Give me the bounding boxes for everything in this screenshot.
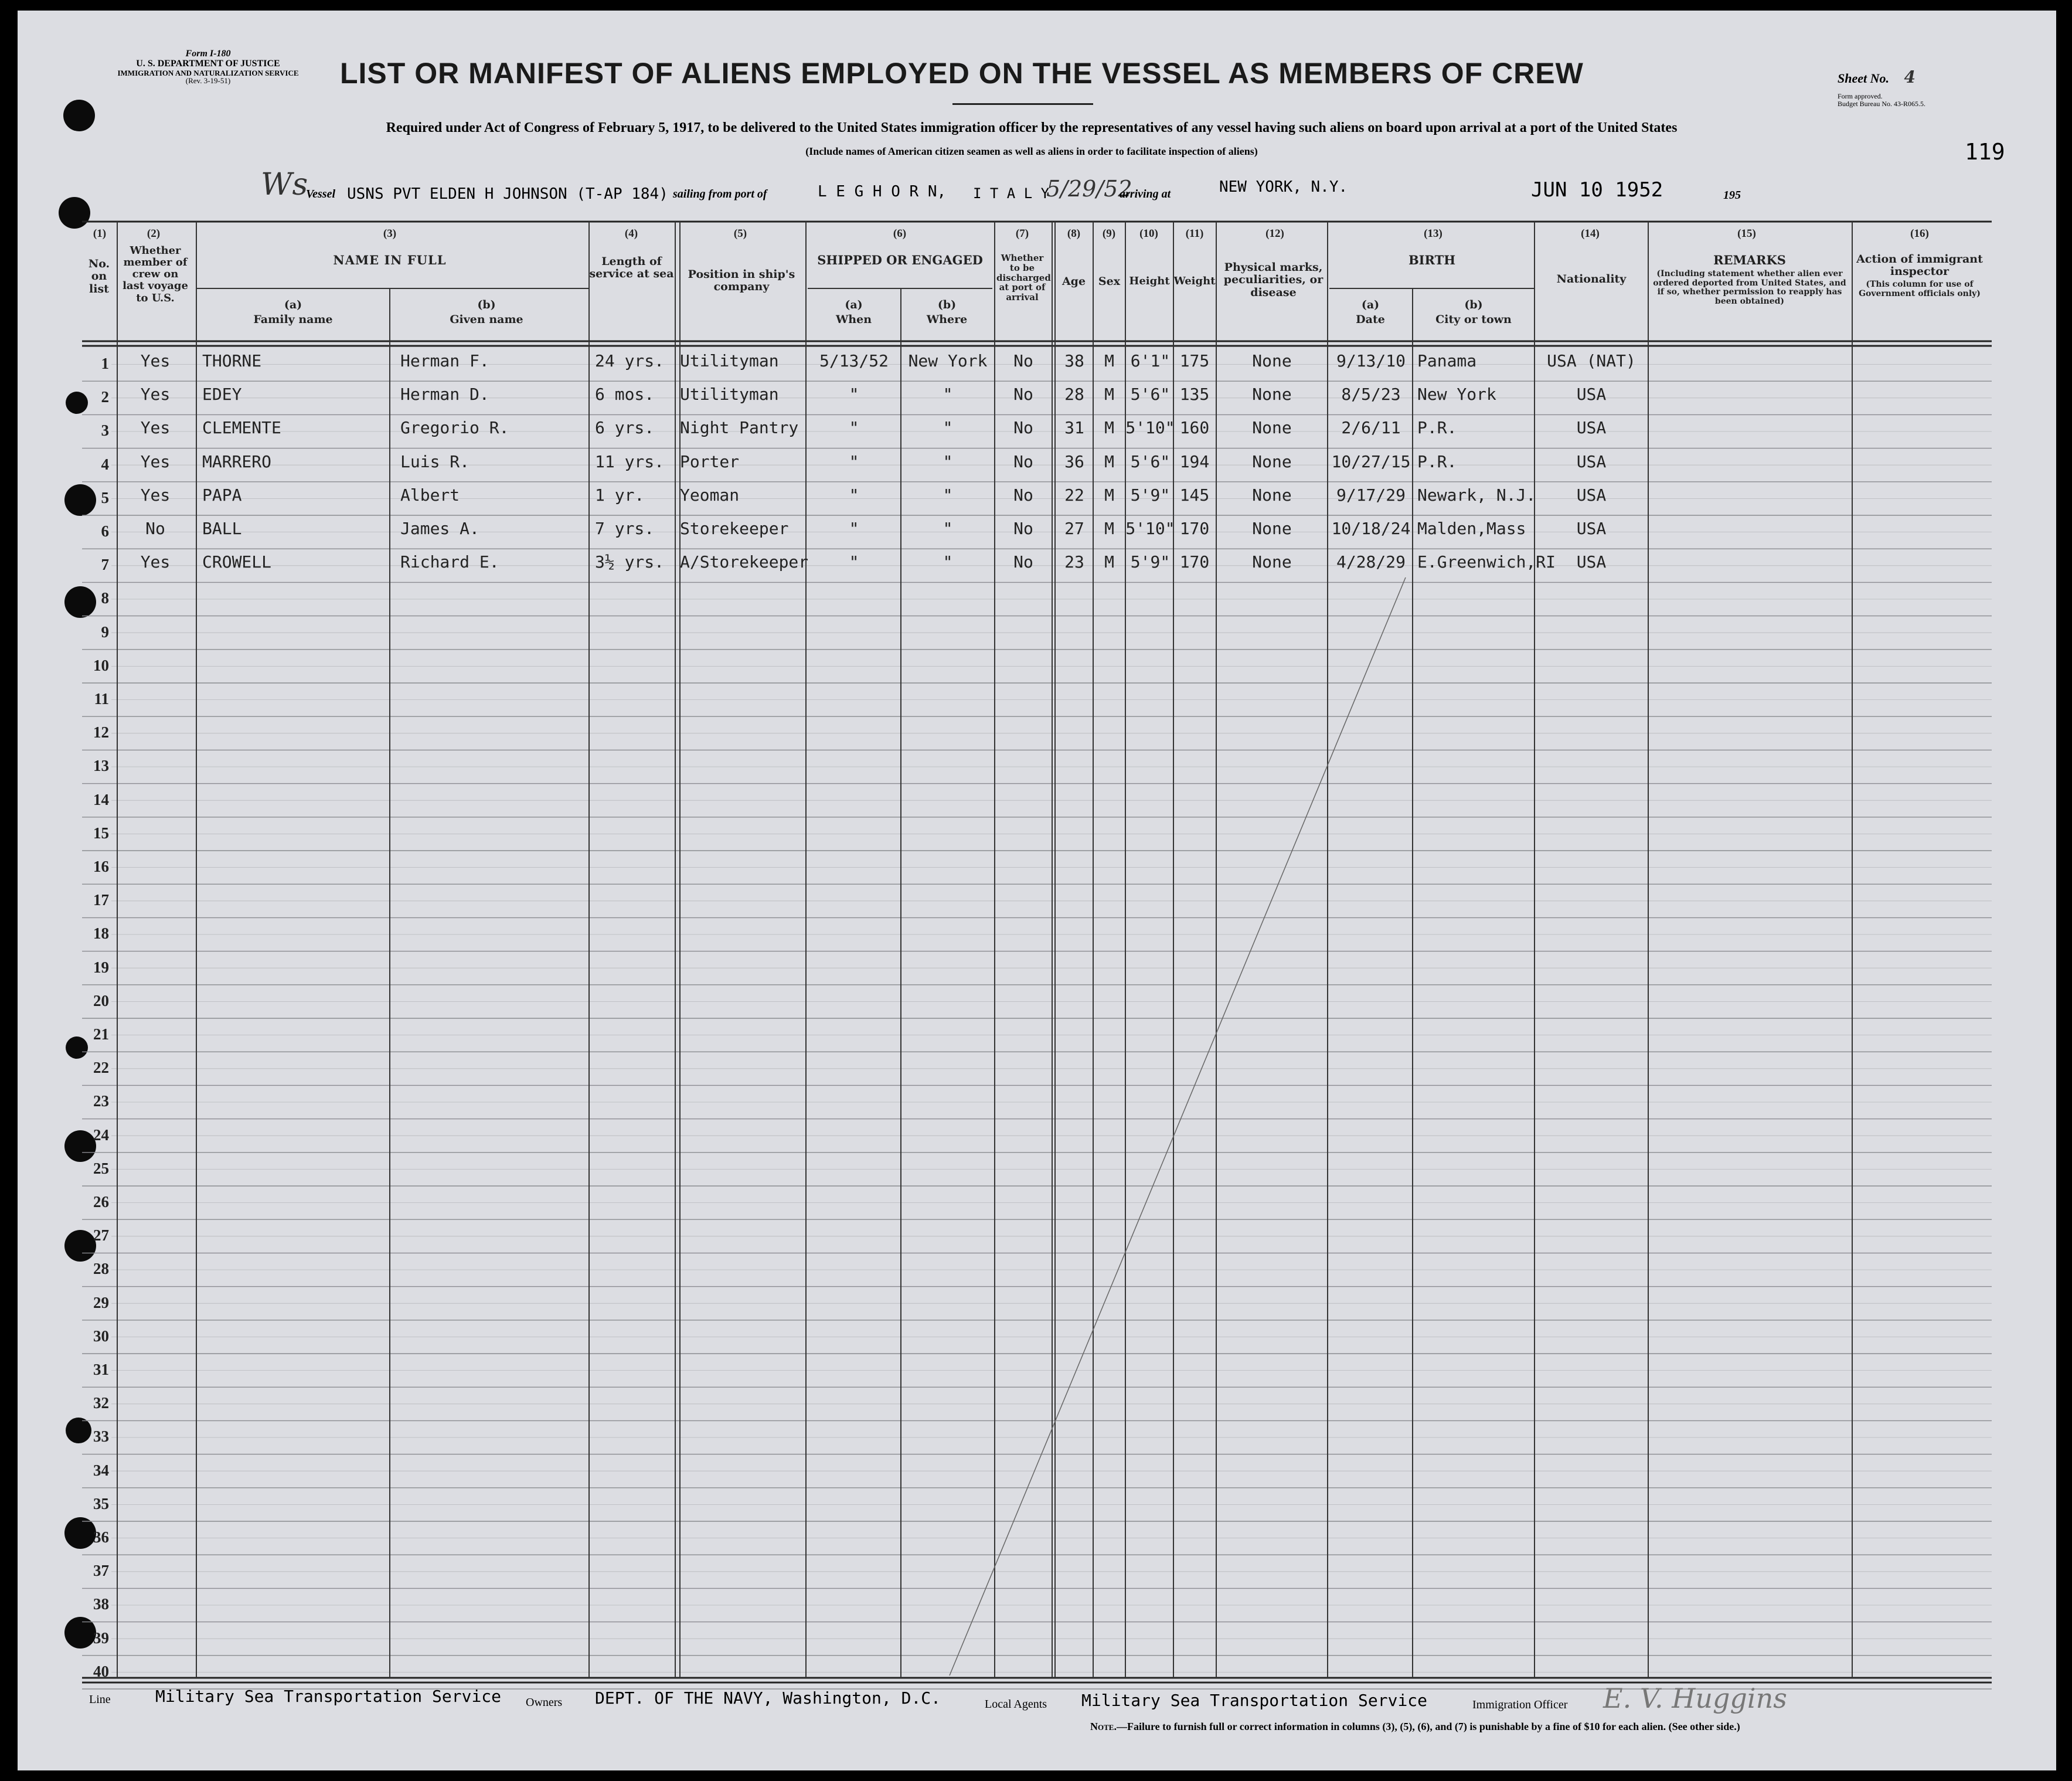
row-cell-family: CLEMENTE [202,418,281,438]
revision: (Rev. 3-19-51) [185,76,231,86]
row-cell-last-voyage: No [145,519,165,538]
row-cell-height: 5'9" [1130,485,1171,505]
row-cell-birth-date: 9/17/29 [1336,485,1406,505]
row-cell-service: 6 mos. [595,385,655,405]
row-cell-discharged: No [1013,552,1033,572]
year-label: 195 [1723,189,1741,202]
row-cell-given: Richard E. [400,552,499,572]
header-name-in-full: NAME IN FULL [333,253,447,267]
sailing-date: 5/29/52 [1046,176,1132,202]
diagonal-cancel-mark [950,577,1406,1675]
row-cell-birth-date: 4/28/29 [1336,552,1406,572]
row-number: 33 [93,1427,109,1446]
header-position: Position in ship's company [688,268,795,294]
header-no-on-list: No. on list [88,257,110,295]
row-cell-where: " [943,552,953,572]
row-cell-marks: None [1252,418,1292,438]
row-cell-nationality: USA [1576,385,1607,405]
row-cell-sex: M [1104,451,1114,471]
service-name: IMMIGRATION AND NATURALIZATION SERVICE [117,68,299,77]
header-shipped-engaged: SHIPPED OR ENGAGED [817,253,983,267]
include-note: (Include names of American citizen seamen as well as aliens in order to facilitate inspection of aliens) [805,145,1258,157]
row-cell-birth-date: 2/6/11 [1341,418,1401,438]
row-cell-where: " [943,451,953,471]
header-weight: Weight [1173,275,1216,287]
row-cell-birth-city: New York [1417,385,1496,405]
row-number: 40 [93,1662,109,1680]
row-cell-position: Utilityman [680,385,779,405]
row-cell-where: " [943,418,953,438]
row-cell-service: 3½ yrs. [595,552,665,572]
row-cell-age: 38 [1064,351,1084,371]
footer-agents-label: Local Agents [985,1698,1047,1711]
row-cell-weight: 145 [1179,485,1210,505]
header-when: When [835,313,872,326]
col-number: (14) [1581,227,1600,240]
header-birth-city-letter: (b) [1464,298,1483,311]
header-birth-date: Date [1356,313,1385,326]
col-number: (6) [893,227,907,240]
row-cell-weight: 135 [1179,385,1210,405]
row-cell-weight: 194 [1179,451,1210,471]
col-number: (3) [383,227,397,240]
row-number: 2 [101,388,109,406]
row-cell-height: 5'6" [1130,385,1171,405]
row-cell-weight: 160 [1179,418,1210,438]
row-cell-birth-city: Malden,Mass [1417,519,1526,538]
sheet-label: Sheet No. [1838,71,1889,86]
footer-owners-value: DEPT. OF THE NAVY, Washington, D.C. [595,1688,941,1708]
row-number: 21 [93,1025,109,1043]
row-cell-last-voyage: Yes [140,552,171,572]
col-number: (5) [733,227,747,240]
col-number: (16) [1910,227,1929,240]
row-cell-family: MARRERO [202,451,272,471]
row-cell-last-voyage: Yes [140,451,171,471]
row-cell-height: 5'10" [1125,519,1175,538]
form-number: Form I-180 [185,49,231,59]
row-number: 8 [101,589,109,607]
row-cell-sex: M [1104,552,1114,572]
row-cell-service: 24 yrs. [595,351,665,371]
row-cell-when: " [849,485,859,505]
row-cell-service: 7 yrs. [595,519,655,538]
row-number: 9 [101,623,109,641]
row-number: 19 [93,958,109,976]
sailing-label: sailing from port of [673,188,767,200]
row-cell-when: " [849,519,859,538]
header-remarks-note: (Including statement whether alien ever ordered deported from United States, and if so, whether permission to reapply has been obtained) [1653,269,1846,307]
row-number: 35 [93,1494,109,1513]
col-number: (1) [93,227,107,240]
row-cell-nationality: USA [1576,485,1607,505]
col-number: (2) [147,227,161,240]
budget-number: Budget Bureau No. 43-R065.5. [1838,100,1925,108]
sailing-port: L E G H O R N, [818,183,947,200]
row-number: 1 [101,355,109,372]
header-inspector-note: (This column for use of Government officials only) [1859,280,1981,298]
row-cell-sex: M [1104,485,1114,505]
row-cell-sex: M [1104,418,1114,438]
row-cell-when: " [849,451,859,471]
row-cell-age: 27 [1064,519,1084,538]
department: U. S. DEPARTMENT OF JUSTICE [136,58,280,69]
row-cell-where: New York [908,351,988,371]
row-cell-given: Gregorio R. [400,418,509,438]
row-number: 23 [93,1092,109,1110]
row-number: 3 [101,422,109,440]
row-cell-given: James A. [400,519,479,538]
row-cell-discharged: No [1013,351,1033,371]
row-cell-birth-date: 10/18/24 [1331,519,1411,538]
header-birth-date-letter: (a) [1361,298,1380,311]
row-cell-height: 5'10" [1125,418,1175,438]
row-cell-age: 23 [1064,552,1084,572]
row-number: 29 [93,1293,109,1311]
row-cell-when: " [849,385,859,405]
row-cell-nationality: USA [1576,552,1607,572]
header-inspector: Action of immigrant inspector [1856,253,1983,278]
row-number: 20 [93,991,109,1010]
row-cell-position: Utilityman [680,351,779,371]
row-cell-discharged: No [1013,485,1033,505]
row-cell-age: 28 [1064,385,1084,405]
row-number: 24 [93,1126,109,1144]
row-number: 16 [93,858,109,875]
sheet-number: 4 [1904,67,1916,87]
row-cell-birth-city: E.Greenwich,RI [1417,552,1556,572]
row-cell-where: " [943,519,953,538]
row-cell-nationality: USA [1576,418,1607,438]
row-cell-where: " [943,485,953,505]
row-cell-position: Yeoman [680,485,740,505]
page-title: LIST OR MANIFEST OF ALIENS EMPLOYED ON THE VESSEL AS MEMBERS OF CREW [340,57,1584,90]
row-number: 25 [93,1159,109,1177]
row-number: 26 [93,1193,109,1211]
row-cell-position: Storekeeper [680,519,789,538]
row-cell-weight: 175 [1179,351,1210,371]
row-cell-last-voyage: Yes [140,418,171,438]
row-cell-nationality: USA [1576,519,1607,538]
row-cell-position: A/Storekeeper [680,552,809,572]
footer-owners-label: Owners [526,1696,563,1709]
header-height: Height [1129,275,1170,287]
row-number: 13 [93,757,109,775]
row-cell-family: EDEY [202,385,242,405]
row-cell-birth-city: P.R. [1417,418,1457,438]
row-number: 39 [93,1629,109,1647]
row-number: 34 [93,1461,109,1479]
row-number: 30 [93,1327,109,1345]
header-last-voyage: Whether member of crew on last voyage to U.S. [123,244,188,304]
row-cell-given: Albert [400,485,460,505]
row-number: 14 [93,790,109,808]
row-number: 4 [101,455,109,473]
row-cell-family: BALL [202,519,242,538]
row-cell-last-voyage: Yes [140,485,171,505]
row-cell-birth-date: 9/13/10 [1336,351,1406,371]
header-nationality: Nationality [1556,273,1627,285]
footer-agents-value: Military Sea Transportation Service [1081,1691,1428,1710]
col-number: (13) [1424,227,1442,240]
row-cell-height: 6'1" [1130,351,1171,371]
row-cell-birth-city: Newark, N.J. [1417,485,1536,505]
row-number: 36 [93,1528,109,1546]
required-statement: Required under Act of Congress of February 5, 1917, to be delivered to the United States immigration officer by the representatives of any vessel having such aliens on board upon arrival at a port of the United States [386,120,1678,135]
form-approved: Form approved. [1838,92,1883,100]
row-cell-discharged: No [1013,418,1033,438]
row-cell-position: Porter [680,451,740,471]
header-family-name: Family name [253,313,333,326]
page-number: 119 [1965,139,2005,165]
header-remarks: REMARKS [1713,253,1786,267]
row-number: 28 [93,1260,109,1278]
row-cell-when: " [849,418,859,438]
header-birth-city: City or town [1435,313,1512,326]
sailing-country: I T A L Y [973,185,1050,202]
row-number: 11 [94,690,109,708]
row-cell-age: 36 [1064,451,1084,471]
row-number: 22 [93,1059,109,1077]
row-cell-last-voyage: Yes [140,351,171,371]
row-number: 12 [93,723,109,742]
vessel-label: Vessel [306,188,335,200]
row-cell-marks: None [1252,485,1292,505]
vessel-name: USNS PVT ELDEN H JOHNSON (T-AP 184) [347,185,668,203]
row-cell-given: Luis R. [400,451,470,471]
row-cell-weight: 170 [1179,552,1210,572]
row-number: 37 [93,1562,109,1580]
footer-officer-label: Immigration Officer [1472,1698,1568,1711]
row-cell-when: 5/13/52 [819,351,889,371]
row-cell-last-voyage: Yes [140,385,171,405]
row-cell-family: THORNE [202,351,262,371]
col-number: (8) [1067,227,1081,240]
row-cell-marks: None [1252,385,1292,405]
officer-signature: E. V. Huggins [1603,1683,1787,1714]
footer-line-label: Line [89,1693,111,1706]
row-cell-service: 11 yrs. [595,451,665,471]
row-cell-when: " [849,552,859,572]
row-cell-height: 5'6" [1130,451,1171,471]
row-number: 32 [93,1394,109,1412]
row-cell-given: Herman F. [400,351,489,371]
ws-mark: Ws [261,167,308,202]
header-family-letter: (a) [284,298,302,311]
arrival-date-stamp: JUN 10 1952 [1531,178,1663,202]
header-discharged: Whether to be discharged at port of arrival [996,253,1051,303]
row-cell-given: Herman D. [400,385,489,405]
header-when-letter: (a) [845,298,863,311]
arriving-port: NEW YORK, N.Y. [1219,178,1348,196]
header-where-letter: (b) [937,298,957,311]
header-given-name: Given name [450,313,523,326]
row-cell-marks: None [1252,519,1292,538]
row-cell-marks: None [1252,451,1292,471]
row-number: 5 [101,488,109,507]
row-cell-sex: M [1104,385,1114,405]
col-number: (12) [1265,227,1284,240]
footer-line-value: Military Sea Transportation Service [155,1687,502,1706]
header-age: Age [1061,275,1086,288]
row-number: 31 [93,1361,109,1378]
row-cell-discharged: No [1013,451,1033,471]
row-cell-nationality: USA (NAT) [1547,351,1636,371]
row-cell-weight: 170 [1179,519,1210,538]
header-physical-marks: Physical marks, peculiarities, or disease [1223,261,1324,299]
col-number: (11) [1185,227,1204,240]
row-cell-family: PAPA [202,485,242,505]
row-cell-position: Night Pantry [680,418,799,438]
row-number: 6 [101,522,109,540]
row-cell-where: " [943,385,953,405]
row-number: 27 [93,1226,109,1245]
row-cell-service: 6 yrs. [595,418,655,438]
header-where: Where [926,313,968,326]
header-given-letter: (b) [477,298,496,311]
col-number: (7) [1015,227,1029,240]
col-number: (4) [624,227,638,240]
row-cell-age: 22 [1064,485,1084,505]
footer-note: —Failure to furnish full or correct information in columns (3), (5), (6), and (7) is punishable by a fine of $10 for each alien. (See other side.) [1116,1721,1740,1732]
row-cell-birth-city: Panama [1417,351,1477,371]
row-number: 38 [93,1595,109,1613]
row-number: 7 [101,556,109,574]
row-number: 17 [93,891,109,909]
row-number: 18 [93,925,109,943]
row-cell-birth-city: P.R. [1417,451,1457,471]
row-cell-discharged: No [1013,385,1033,405]
row-cell-sex: M [1104,519,1114,538]
row-cell-discharged: No [1013,519,1033,538]
row-cell-age: 31 [1064,418,1084,438]
row-cell-sex: M [1104,351,1114,371]
footer-note-label: Note. [1090,1721,1117,1732]
row-cell-birth-date: 10/27/15 [1331,451,1411,471]
row-cell-height: 5'9" [1130,552,1171,572]
row-cell-birth-date: 8/5/23 [1341,385,1401,405]
row-cell-marks: None [1252,351,1292,371]
row-cell-service: 1 yr. [595,485,645,505]
row-number: 15 [93,824,109,842]
col-number: (15) [1737,227,1756,240]
arriving-label: arriving at [1120,188,1171,200]
row-cell-marks: None [1252,552,1292,572]
col-number: (9) [1102,227,1116,240]
col-number: (10) [1139,227,1158,240]
header-birth: BIRTH [1408,253,1456,267]
row-cell-nationality: USA [1576,451,1607,471]
row-cell-family: CROWELL [202,552,272,572]
header-length-service: Length of service at sea [589,255,674,281]
row-number: 10 [93,656,109,674]
header-sex: Sex [1098,275,1121,288]
